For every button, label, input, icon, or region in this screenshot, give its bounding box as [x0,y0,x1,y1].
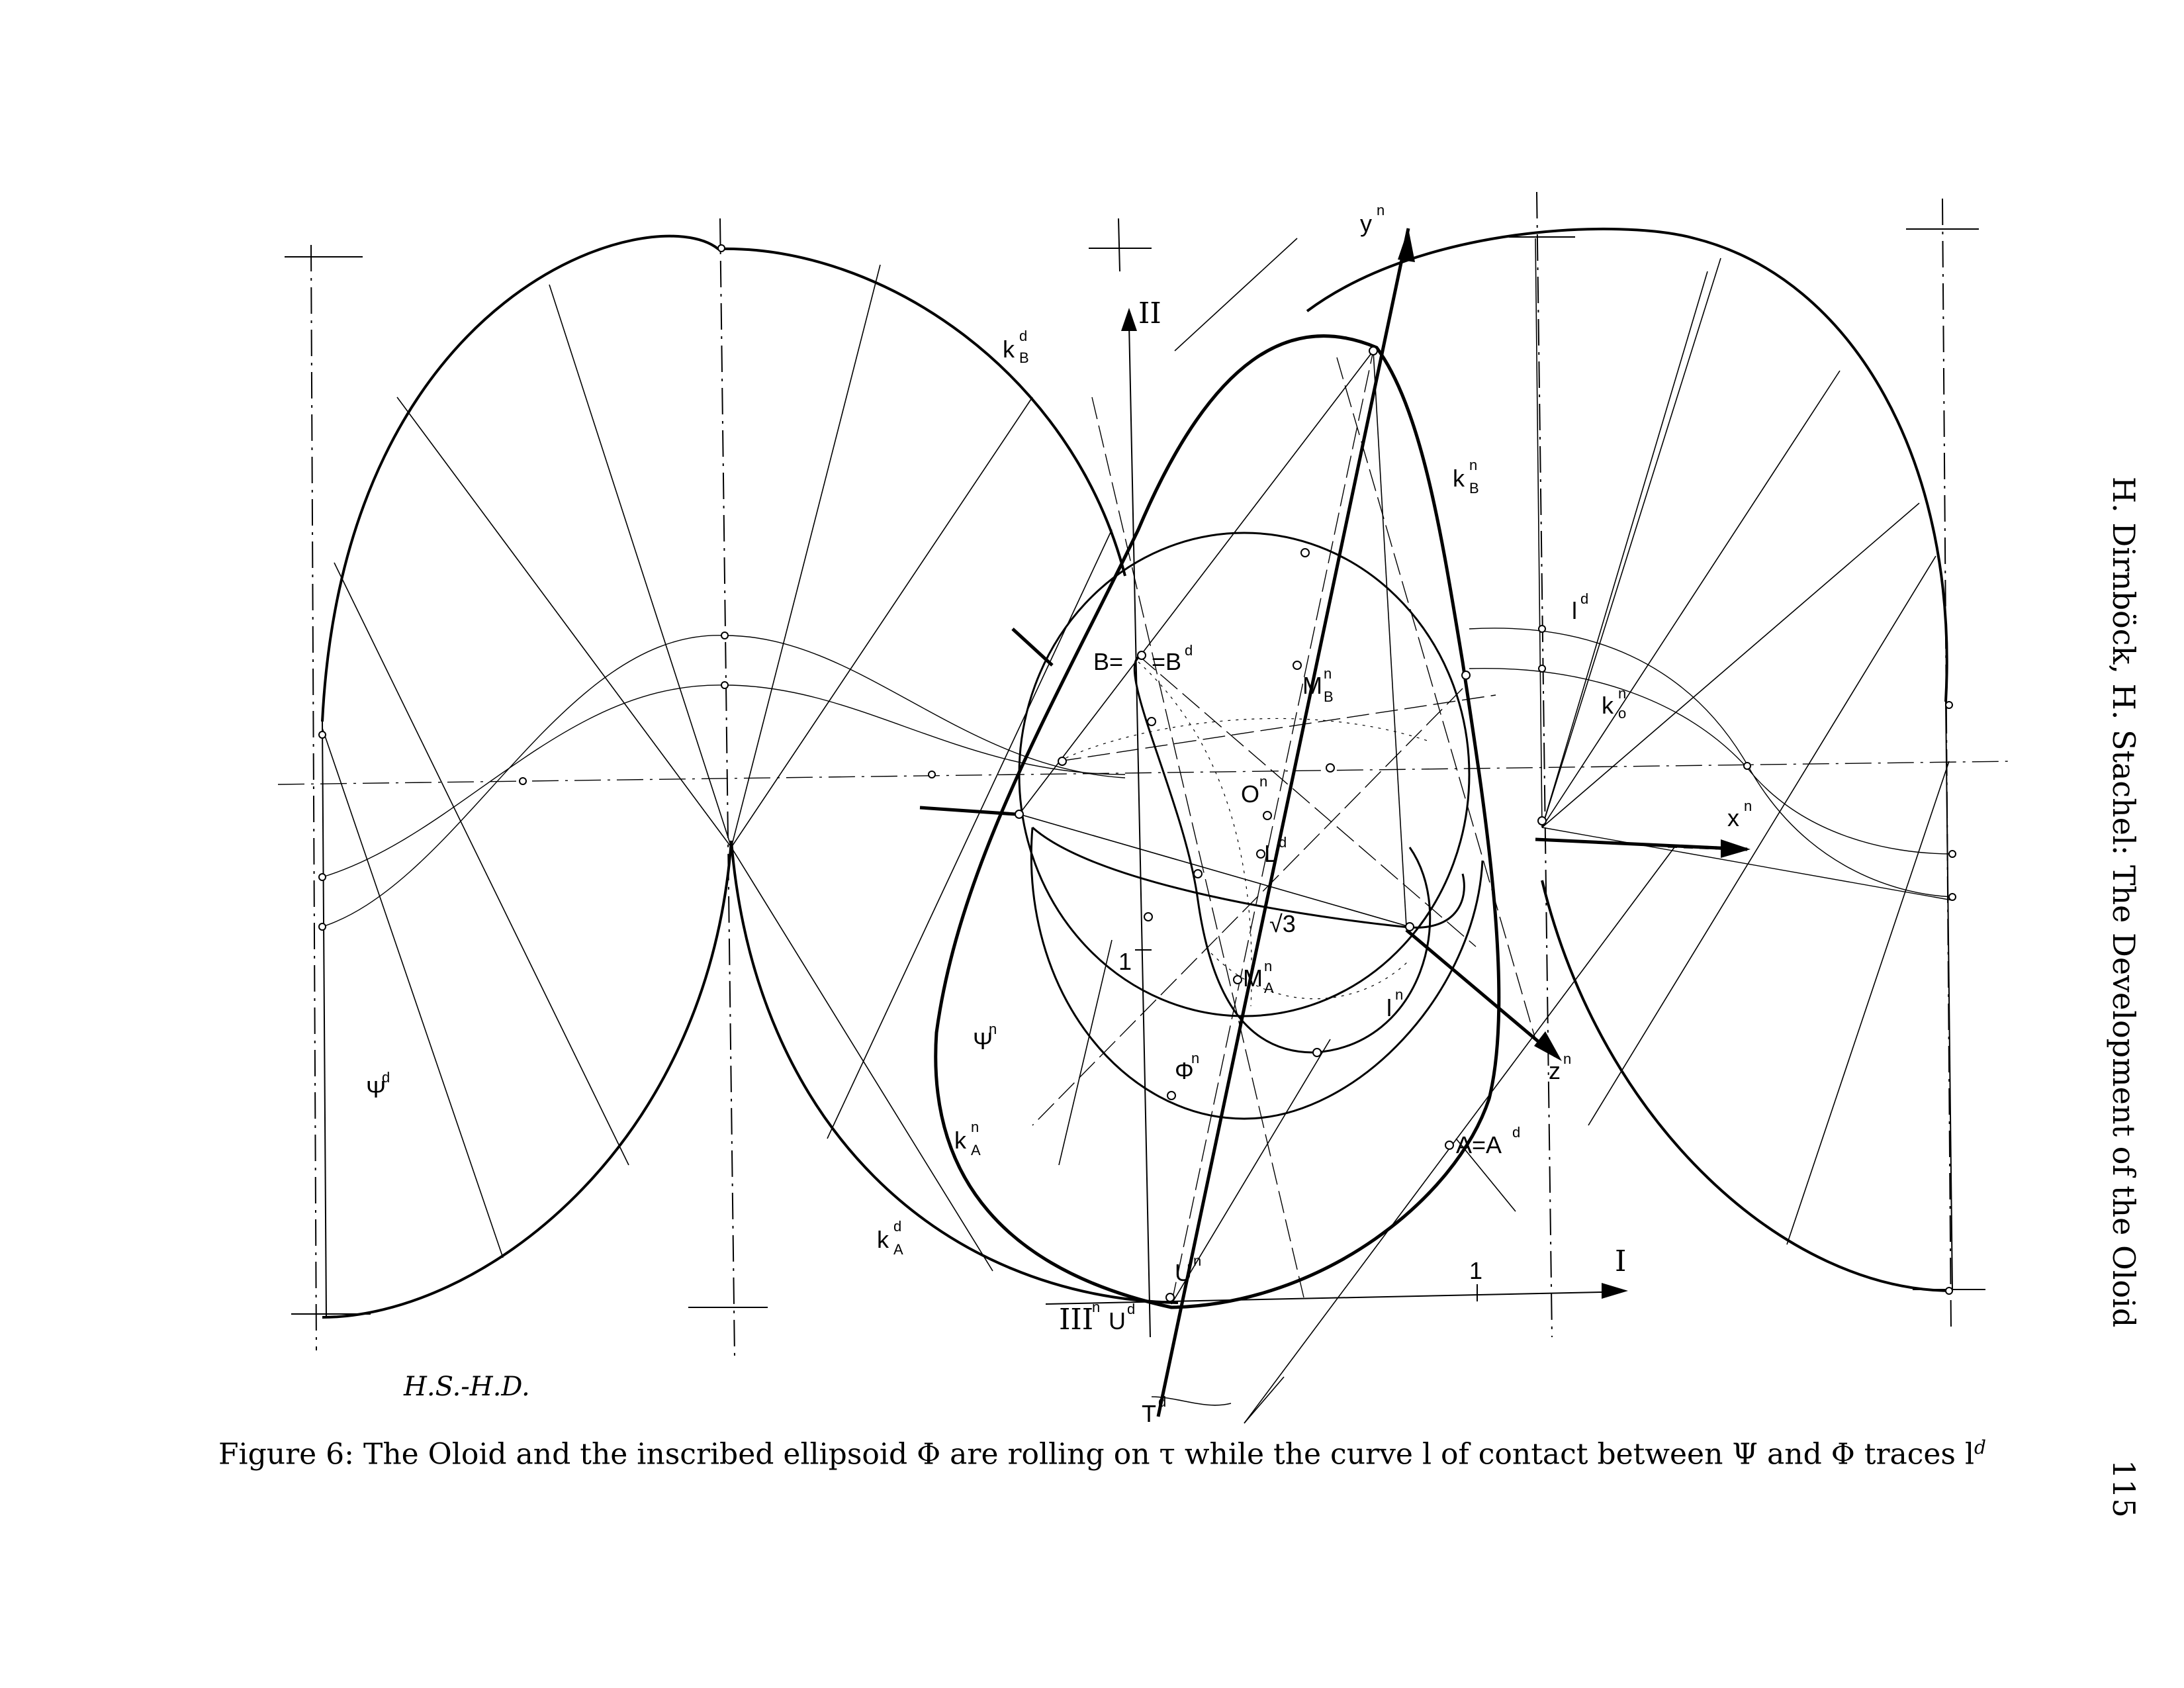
svg-text:k: k [954,1127,966,1154]
label-T-d [1142,1393,1166,1427]
svg-text:=B: =B [1152,648,1182,675]
svg-text:n: n [1324,665,1332,682]
svg-text:n: n [1377,202,1385,218]
svg-text:A: A [893,1241,903,1258]
label-y-n [1360,202,1385,237]
mid-dashdot-vertical [720,218,735,1357]
svg-text:L: L [1264,840,1278,867]
svg-text:A: A [971,1142,981,1158]
label-axis-II: II [1138,297,1161,330]
svg-text:n: n [1193,1252,1202,1269]
svg-text:Ψ: Ψ [366,1076,387,1103]
label-l-d [1572,590,1588,624]
left-dashdot-vertical [311,245,316,1350]
svg-text:k: k [1003,336,1015,363]
label-U-d [1109,1301,1135,1335]
svg-text:Ψ: Ψ [973,1027,993,1055]
label-sqrt3: √3 [1269,910,1296,937]
svg-text:n: n [971,1119,979,1135]
label-kA-d [877,1218,903,1258]
svg-text:n: n [1264,958,1273,974]
central-oloid [920,218,1751,1423]
svg-text:o: o [1618,705,1627,722]
svg-text:A: A [1264,980,1274,996]
label-L-d [1264,834,1287,867]
svg-text:k: k [877,1226,889,1253]
figure-labels [366,202,1752,1427]
svg-text:B=: B= [1093,648,1124,675]
label-one-bottom: 1 [1469,1257,1483,1284]
svg-text:x: x [1727,804,1739,831]
svg-text:B: B [1469,480,1479,496]
right-dashdot-vertical [1942,199,1951,1331]
left-boundary [322,722,326,1317]
svg-text:n: n [989,1021,997,1037]
svg-text:n: n [1469,457,1478,473]
label-Psi-n [973,1021,997,1055]
signature: H.S.-H.D. [404,1372,530,1402]
svg-text:z: z [1549,1057,1561,1084]
page-number: 115 [2106,1460,2142,1518]
label-x-n [1727,798,1752,831]
label-III-n [1059,1299,1100,1336]
left-lobe-development [278,218,2012,1357]
svg-text:U: U [1109,1307,1126,1335]
caption-sup: d [1974,1436,1986,1458]
label-A [1456,1124,1520,1158]
svg-text:d: d [1580,590,1589,607]
svg-text:l: l [1572,597,1577,624]
svg-text:k: k [1602,692,1614,719]
svg-text:d: d [382,1069,390,1086]
svg-text:n: n [1092,1299,1101,1315]
y-n-axis [1158,228,1408,1417]
axis-II-line [1129,324,1150,1337]
oloid-outline [936,336,1499,1307]
running-head: H. Dirnböck, H. Stachel: The Development of the Oloid [2106,477,2142,1328]
svg-text:n: n [1744,798,1752,814]
label-Phi-n [1175,1050,1199,1084]
svg-text:O: O [1241,780,1260,808]
svg-text:B: B [1324,688,1334,705]
label-kB-n [1453,457,1479,496]
figure-caption [218,1436,1986,1472]
label-MA-n [1243,958,1274,996]
label-one-left: 1 [1118,948,1132,975]
svg-text:U: U [1175,1259,1192,1286]
svg-text:T: T [1142,1400,1156,1427]
svg-text:n: n [1563,1051,1572,1067]
svg-text:n: n [1618,685,1627,702]
svg-text:Φ: Φ [1175,1057,1194,1084]
label-axis-I: I [1615,1244,1627,1278]
right-lobe-development [1307,192,1985,1337]
svg-text:k: k [1453,465,1465,492]
svg-text:d: d [1512,1124,1521,1141]
svg-text:A=A: A=A [1456,1131,1502,1158]
svg-text:d: d [1019,328,1028,344]
svg-text:d: d [1185,642,1193,659]
right-upper-arc [1307,229,1947,702]
svg-text:B: B [1019,350,1029,366]
axis-II-arrowhead [1121,308,1137,331]
svg-text:M: M [1243,964,1263,992]
svg-text:d: d [1158,1393,1167,1410]
svg-text:III: III [1059,1303,1094,1336]
svg-text:n: n [1259,773,1268,790]
label-kB-d [1003,328,1029,366]
svg-text:d: d [893,1218,902,1235]
svg-text:d: d [1127,1301,1136,1317]
axis-I-arrowhead [1602,1283,1628,1299]
ellipsoid-outline [1019,533,1469,1016]
right-mid-dashdot [1537,192,1552,1337]
label-Psi-d [366,1069,390,1103]
svg-text:n: n [1191,1050,1200,1066]
label-kA-n [954,1119,981,1158]
caption-text: Figure 6: The Oloid and the inscribed ellipsoid Φ are rolling on τ while the curve l of contact between Ψ and Φ traces l [218,1437,1975,1472]
label-MB-n [1302,665,1334,705]
svg-text:l: l [1387,994,1392,1021]
kA-d-lower-arc-right [731,841,1178,1303]
svg-text:n: n [1395,986,1404,1003]
label-O-n [1241,773,1267,808]
label-l-n [1387,986,1403,1021]
svg-text:d: d [1279,834,1287,851]
svg-text:y: y [1360,210,1372,237]
label-U-n [1175,1252,1201,1286]
svg-text:M: M [1302,672,1322,699]
x-n-arrowhead [1721,839,1751,858]
contact-curve-ln [1134,655,1430,1053]
